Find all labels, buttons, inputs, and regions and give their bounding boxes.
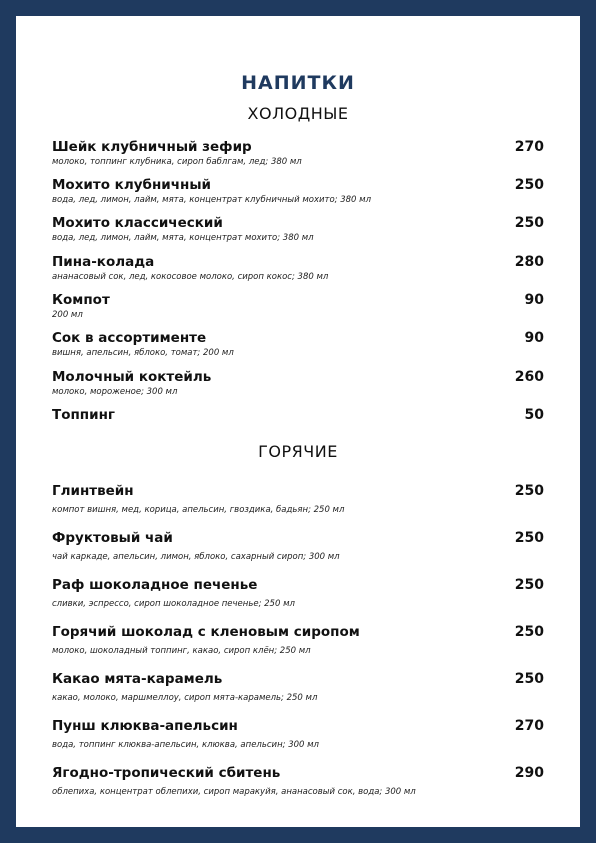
item-description: облепиха, концентрат облепихи, сироп маракуйя, ананасовый сок, вода; 300 мл xyxy=(52,787,416,797)
item-name: Фруктовый чай xyxy=(52,530,173,546)
item-price: 270 xyxy=(514,139,544,155)
menu-item xyxy=(52,215,544,243)
item-price: 290 xyxy=(514,765,544,781)
menu-item xyxy=(52,483,544,515)
menu-item xyxy=(52,407,544,423)
item-description: чай каркаде, апельсин, лимон, яблоко, сахарный сироп; 300 мл xyxy=(52,552,340,562)
item-description: молоко, шоколадный топпинг, какао, сироп клён; 250 мл xyxy=(52,646,311,656)
item-description: молоко, топпинг клубника, сироп баблгам, лед; 380 мл xyxy=(52,157,302,167)
menu-item xyxy=(52,530,544,562)
item-name: Топпинг xyxy=(52,407,115,423)
item-price: 250 xyxy=(514,624,544,640)
item-description: 200 мл xyxy=(52,310,83,320)
menu-item xyxy=(52,254,544,282)
item-name: Глинтвейн xyxy=(52,483,134,499)
item-name: Мохито классический xyxy=(52,215,223,231)
menu-item xyxy=(52,624,544,656)
item-name: Раф шоколадное печенье xyxy=(52,577,258,593)
item-price: 50 xyxy=(524,407,544,423)
menu-item xyxy=(52,292,544,320)
item-description: молоко, мороженое; 300 мл xyxy=(52,387,178,397)
menu-item xyxy=(52,577,544,609)
item-price: 250 xyxy=(514,215,544,231)
item-price: 270 xyxy=(514,718,544,734)
item-name: Шейк клубничный зефир xyxy=(52,139,252,155)
menu-item xyxy=(52,139,544,167)
menu-item xyxy=(52,177,544,205)
item-name: Сок в ассортименте xyxy=(52,330,207,346)
menu-item xyxy=(52,671,544,703)
item-price: 90 xyxy=(524,330,544,346)
page-title: НАПИТКИ xyxy=(241,72,355,94)
item-price: 250 xyxy=(514,177,544,193)
item-name: Пина-колада xyxy=(52,254,155,270)
item-price: 90 xyxy=(524,292,544,308)
item-description: вода, топпинг клюква-апельсин, клюква, апельсин; 300 мл xyxy=(52,740,319,750)
item-name: Молочный коктейль xyxy=(52,369,212,385)
item-description: сливки, эспрессо, сироп шоколадное печенье; 250 мл xyxy=(52,599,295,609)
item-name: Компот xyxy=(52,292,110,308)
item-name: Ягодно-тропический сбитень xyxy=(52,765,281,781)
item-description: какао, молоко, маршмеллоу, сироп мята-карамель; 250 мл xyxy=(52,693,318,703)
item-price: 250 xyxy=(514,577,544,593)
item-price: 260 xyxy=(514,369,544,385)
item-description: вода, лед, лимон, лайм, мята, концентрат клубничный мохито; 380 мл xyxy=(52,195,372,205)
item-description: вишня, апельсин, яблоко, томат; 200 мл xyxy=(52,348,234,358)
item-name: Какао мята-карамель xyxy=(52,671,223,687)
item-price: 250 xyxy=(514,483,544,499)
item-description: вода, лед, лимон, лайм, мята, концентрат мохито; 380 мл xyxy=(52,233,314,243)
item-price: 250 xyxy=(514,530,544,546)
menu-page xyxy=(16,16,580,827)
item-name: Горячий шоколад с кленовым сиропом xyxy=(52,624,360,640)
menu-item xyxy=(52,718,544,750)
section-title-cold: ХОЛОДНЫЕ xyxy=(247,104,349,123)
menu-item xyxy=(52,369,544,397)
menu-item xyxy=(52,765,544,797)
item-price: 280 xyxy=(514,254,544,270)
item-name: Мохито клубничный xyxy=(52,177,212,193)
item-name: Пунш клюква-апельсин xyxy=(52,718,238,734)
section-title-hot: ГОРЯЧИЕ xyxy=(258,442,338,461)
item-price: 250 xyxy=(514,671,544,687)
item-description: компот вишня, мед, корица, апельсин, гвоздика, бадьян; 250 мл xyxy=(52,505,345,515)
item-description: ананасовый сок, лед, кокосовое молоко, сироп кокос; 380 мл xyxy=(52,272,329,282)
menu-item xyxy=(52,330,544,358)
